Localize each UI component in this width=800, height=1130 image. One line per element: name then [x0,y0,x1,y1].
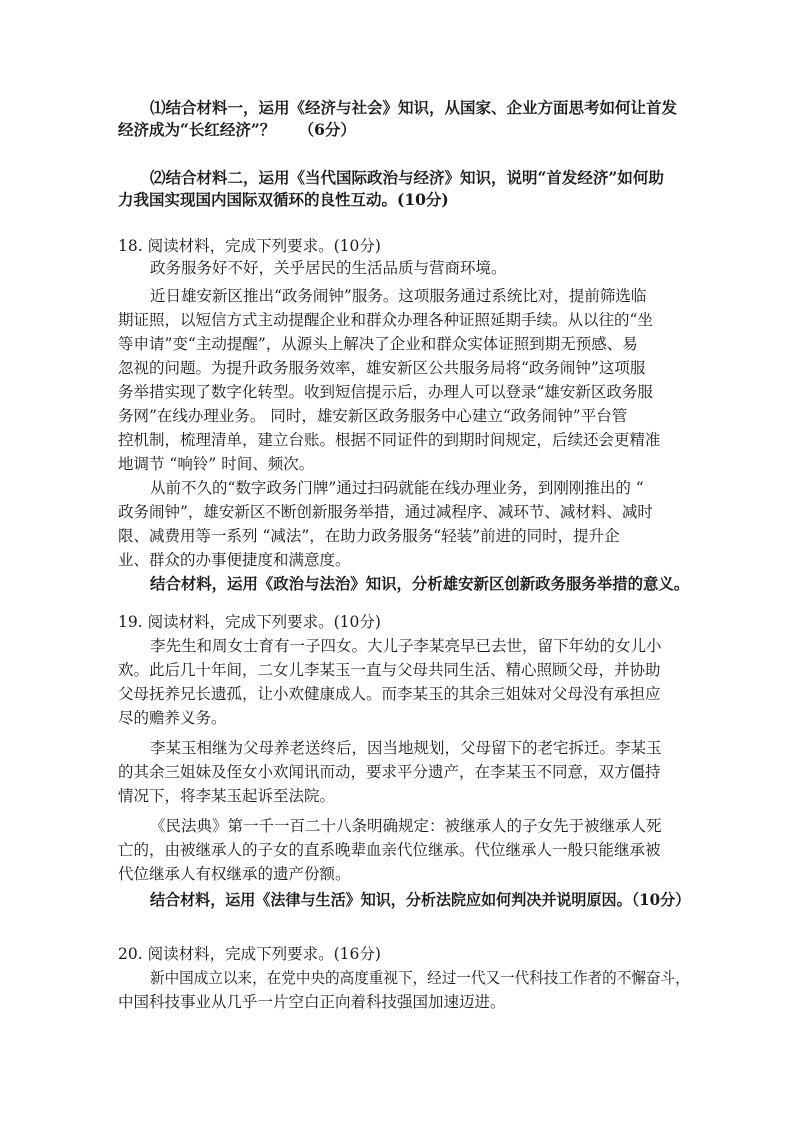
q18-para2-line: 等申请”变“主动提醒”，从源头上解决了企业和群众实体证照到期无预感、易 [118,335,638,353]
q18-para3-line: 限、减费用等一系列 “减法”，在助力政务服务“轻装”前进的同时，提升企 [118,527,620,545]
q19-para3-line: 亡的，由被继承人的子女的直系晚辈血亲代位继承。代位继承人一般只能继承被 [118,841,661,859]
q-prev-part1-line1: ⑴结合材料一，运用《经济与社会》知识，从国家、企业方面思考如何让首发 [150,98,678,117]
q-prev-part2-line1: ⑵结合材料二，运用《当代国际政治与经济》知识，说明“首发经济”如何助 [150,168,664,187]
q18-para3-line: 从前不久的“数字政务门牌”通过扫码就能在线办理业务，到刚刚推出的 “ [150,479,644,497]
q18-para2-line: 务举措实现了数字化转型。收到短信提示后，办理人可以登录“雄安新区政务服 [118,383,653,401]
q19-para2-line: 情况下，将李某玉起诉至法院。 [118,787,336,805]
q18-para2-line: 忽视的问题。为提升政务服务效率，雄安新区公共服务局将“政务闹钟”这项服 [118,359,646,377]
q19-para2-line: 的其余三姐妹及侄女小欢闻讯而动，要求平分遗产，在李某玉不同意，双方僵持 [118,763,661,781]
q18-para2-line: 地调节 “响铃” 时间、频次。 [118,455,315,473]
q18-para3-line: 业、群众的办事便捷度和满意度。 [118,551,351,569]
q19-heading: 19. 阅读材料，完成下列要求。(10分) [118,613,381,631]
q20-para1-line: 中国科技事业从几乎一片空白正向着科技强国加速迈进。 [118,993,506,1011]
q18-heading: 18. 阅读材料，完成下列要求。(10分) [118,237,381,255]
q18-para2-line: 务网”在线办理业务。 同时，雄安新区政务服务中心建立“政务闹钟”平台管 [118,407,628,425]
q19-para3-line: 代位继承人有权继承的遗产份额。 [118,865,351,883]
q18-para2-line: 控机制，梳理清单，建立台账。根据不同证件的到期时间规定，后续还会更精准 [118,431,661,449]
q18-para3-line: 政务闹钟”，雄安新区不断创新服务举措，通过减程序、减环节、减材料、减时 [118,503,653,521]
q18-intro: 政务服务好不好，关乎居民的生活品质与营商环境。 [150,259,507,277]
q19-para2-line: 李某玉相继为父母养老送终后，因当地规划，父母留下的老宅拆迁。李某玉 [150,739,662,757]
q-prev-part2-line2: 力我国实现国内国际双循环的良性互动。(10分) [118,190,449,209]
q19-para1-line: 欢。此后几十年间，二女儿李某玉一直与父母共同生活、精心照顾父母，并协助 [118,661,661,679]
q18-para2-line: 近日雄安新区推出“政务闹钟”服务。这项服务通过系统比对，提前筛选临 [150,287,647,305]
q20-para1-line: 新中国成立以来，在党中央的高度重视下，经过一代又一代科技工作者的不懈奋斗， [150,969,690,987]
q19-para3-line: 《民法典》第一千一百二十八条明确规定：被继承人的子女先于被继承人死 [150,817,662,835]
q18-task: 结合材料，运用《政治与法治》知识，分析雄安新区创新政务服务举措的意义。 [150,574,690,593]
q-prev-part1-line2: 经济成为“长红经济”？ （6分） [118,120,356,139]
q19-para1-line: 尽的赡养义务。 [118,709,227,727]
q20-heading: 20. 阅读材料，完成下列要求。(16分) [118,945,381,963]
q19-para1-line: 李先生和周女士育有一子四女。大儿子李某亮早已去世，留下年幼的女儿小 [150,637,662,655]
q19-para1-line: 父母抚养兄长遗孤，让小欢健康成人。而李某玉的其余三姐妹对父母没有承担应 [118,685,661,703]
q19-task: 结合材料，运用《法律与生活》知识，分析法院应如何判决并说明原因。（10分） [150,890,691,909]
q18-para2-line: 期证照，以短信方式主动提醒企业和群众办理各种证照延期手续。从以往的“坐 [118,311,653,329]
